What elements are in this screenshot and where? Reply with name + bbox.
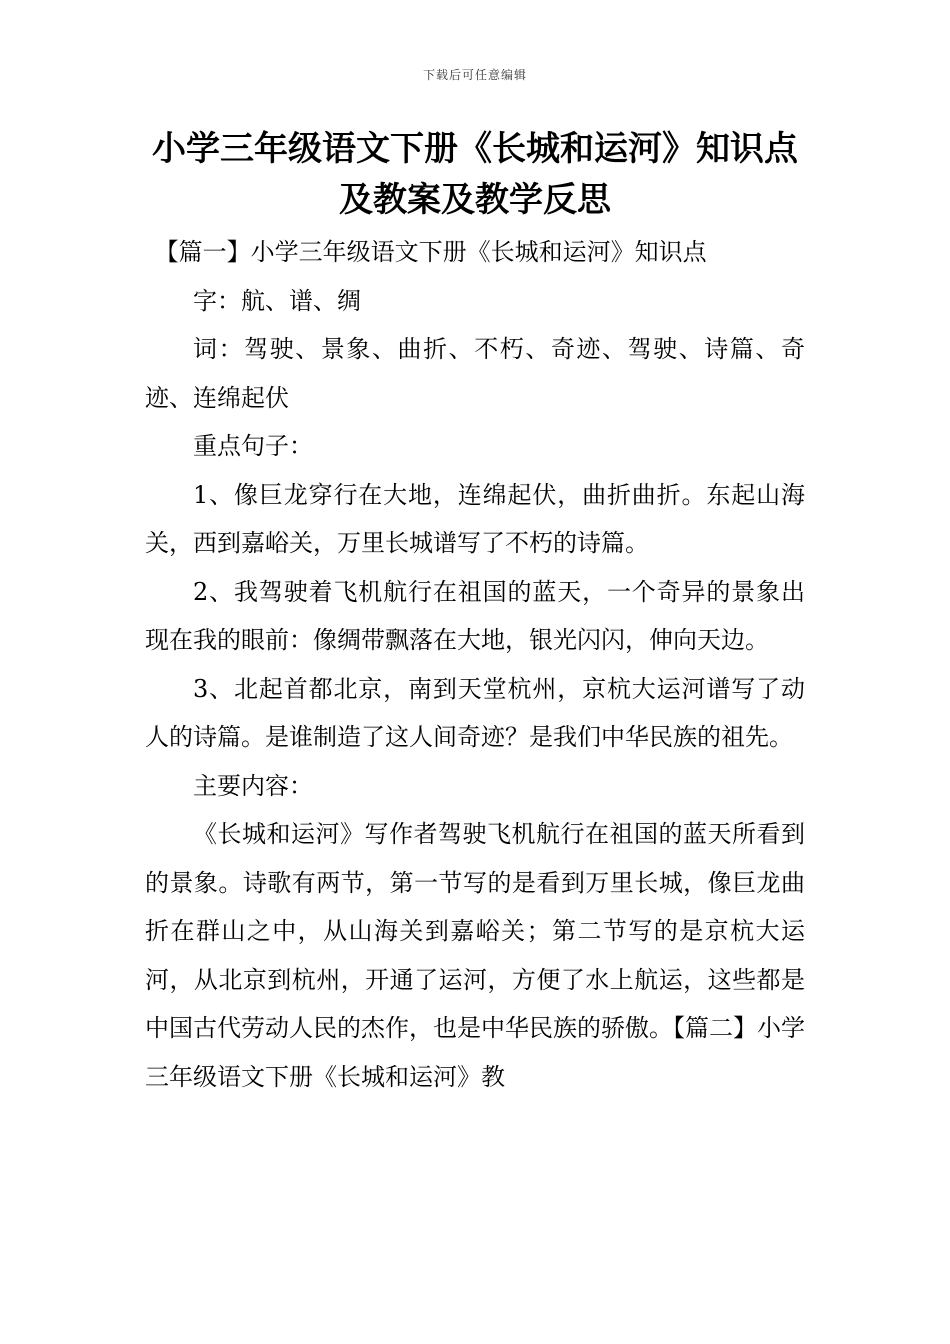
- main-content-body: 《长城和运河》写作者驾驶飞机航行在祖国的蓝天所看到的景象。诗歌有两节，第一节写的是看到万里长城，像巨龙曲折在群山之中，从山海关到嘉峪关；第二节写的是京杭大运河，从北京到杭州，开通了运河，方便了水上航运，这些都是中国古代劳动人民的杰作，也是中华民族的骄傲。: [145, 820, 805, 1042]
- sentence-2: 2、我驾驶着飞机航行在祖国的蓝天，一个奇异的景象出现在我的眼前：像绸带飘落在大地，银光闪闪，伸向天边。: [145, 577, 805, 654]
- document-title: 小学三年级语文下册《长城和运河》知识点及教案及教学反思: [152, 129, 798, 220]
- section1-heading: 【篇一】小学三年级语文下册《长城和运河》知识点: [154, 238, 707, 266]
- key-sentences-label: 重点句子：: [193, 432, 313, 460]
- zi-line: 字：航、谱、绸: [193, 286, 361, 315]
- sentence-3: 3、北起首都北京，南到天堂杭州，京杭大运河谱写了动人的诗篇。是谁制造了这人间奇迹？是我们中华民族的祖先。: [145, 674, 805, 751]
- main-content-text: [145, 810, 805, 1101]
- document-body: [145, 228, 805, 1101]
- main-content-label: 主要内容：: [193, 771, 313, 800]
- ci-line: 词：驾驶、景象、曲折、不朽、奇迹、驾驶、诗篇、奇迹、连绵起伏: [145, 335, 805, 412]
- section2-heading: 【篇二】小学三年级语文下册《长城和运河》教: [145, 1014, 805, 1091]
- header-note: 下载后可任意编辑: [422, 68, 527, 82]
- sentence-1: 1、像巨龙穿行在大地，连绵起伏，曲折曲折。东起山海关，西到嘉峪关，万里长城谱写了不朽的诗篇。: [145, 480, 805, 557]
